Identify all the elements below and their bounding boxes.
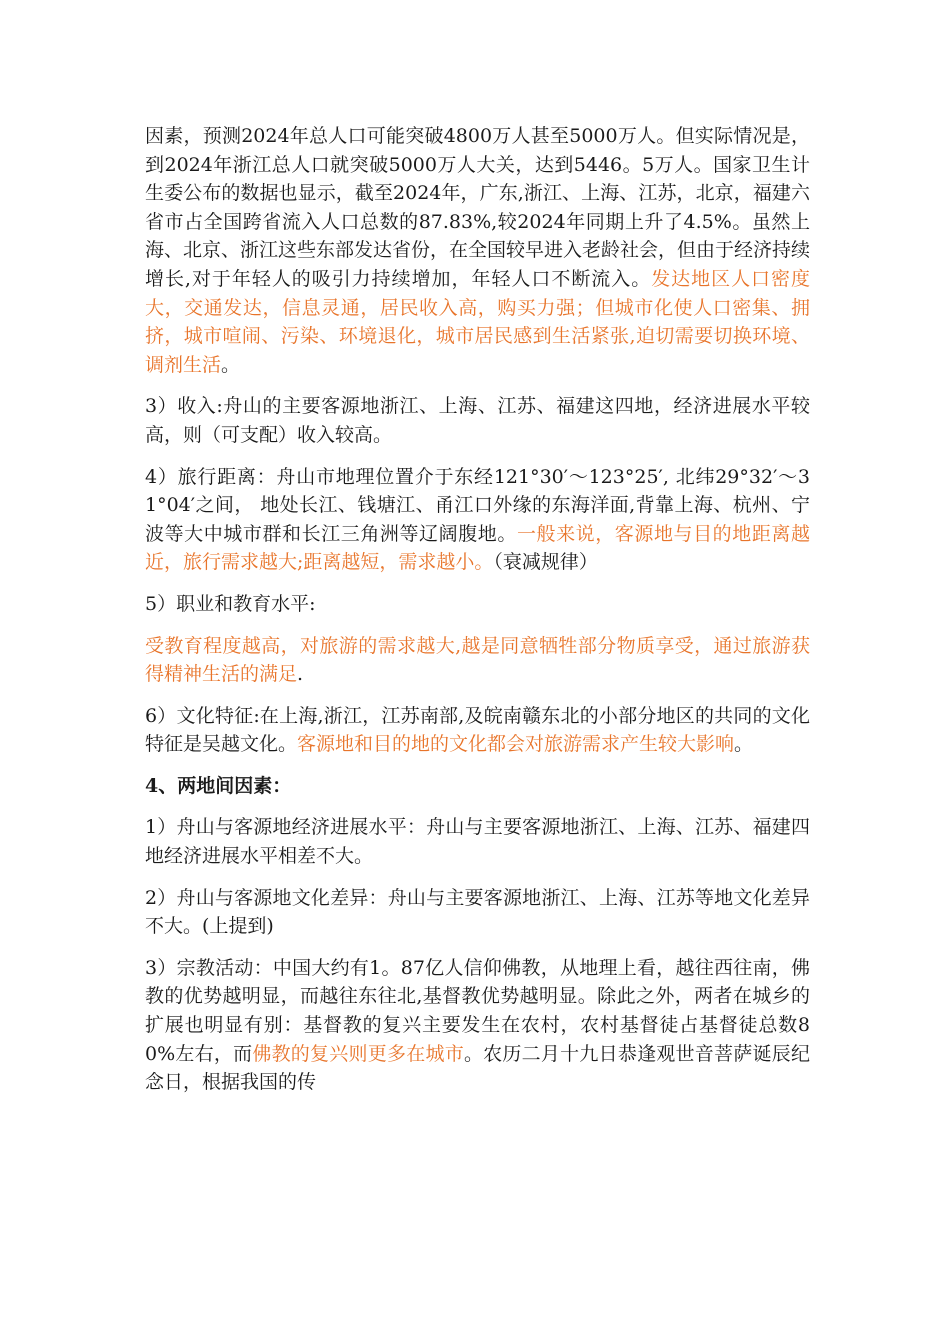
paragraph-text: 5）职业和教育水平: [145,592,316,615]
paragraph-text: . [297,663,304,686]
paragraph-text: 3）收入:舟山的主要客源地浙江、上海、江苏、福建这四地，经济进展水平较高，则（可支配）收入较高。 [145,395,810,446]
paragraph-text: 6）文化特征:在上海,浙江，江苏南部,及皖南赣东北的小部分地区的共同的文化特征是吴越文化。 [145,704,810,756]
paragraph-text: 1）舟山与客源地经济进展水平：舟山与主要客源地浙江、上海、江苏、福建四地经济进展水平相差不大。 [145,816,810,868]
paragraph-text: 。农历二月十九日恭逢观世音菩萨诞辰纪念日，根据我国的传 [145,1042,810,1094]
paragraph-population [145,122,810,379]
paragraph-text: 。 [221,353,241,376]
paragraph-text: 4）旅行距离：舟山市地理位置介于东经121°30′～123°25′, 北纬29°32′～31°04′之间， 地处长江、钱塘江、甬江口外缘的东海洋面,背靠上海、杭州、宁波等大中城市群和长江三角洲等辽阔腹地。 [145,465,810,545]
paragraph-text: 2）舟山与客源地文化差异：舟山与主要客源地浙江、上海、江苏等地文化差异不大。(上提到) [145,886,810,938]
highlighted-text: 发达地区人口密度大，交通发达，信息灵通，居民收入高，购买力强；但城市化使人口密集、拥挤，城市喧闹、污染、环境退化，城市居民感到生活紧张,迫切需要切换环境、调剂生活 [145,267,810,376]
paragraph-income [145,392,810,449]
heading-text: 4、两地间因素： [145,774,292,797]
paragraph-economy-comparison [145,813,810,870]
paragraph-religion [145,954,810,1097]
section-heading [145,772,810,801]
paragraph-culture [145,702,810,759]
paragraph-culture-difference [145,884,810,941]
paragraph-text: 。 [734,733,754,756]
paragraph-occupation-heading [145,590,810,619]
highlighted-text: 佛教的复兴则更多在城市 [252,1042,464,1065]
paragraph-text: 因素，预测2024年总人口可能突破4800万人甚至5000万人。但实际情况是，到2024年浙江总人口就突破5000万人大关，达到5446。5万人。国家卫生计生委公布的数据也显示，截至2024年，广东,浙江、上海、江苏，北京，福建六省市占全国跨省流入人口总数的87.83%,较2024年同期上升了4.5%。虽然上海、北京、浙江这些东部发达省份，在全国较早进入老龄社会，但由于经济持续增长,对于年轻人的吸引力持续增加，年轻人口不断流入。 [145,125,811,290]
paragraph-travel-distance [145,463,810,577]
highlighted-text: 客源地和目的地的文化都会对旅游需求产生较大影响 [297,733,735,756]
paragraph-education [145,632,810,689]
paragraph-text: （衰减规律） [493,551,598,574]
highlighted-text: 受教育程度越高，对旅游的需求越大,越是同意牺牲部分物质享受，通过旅游获得精神生活的满足 [145,634,810,686]
paragraph-text: 3）宗教活动：中国大约有1。87亿人信仰佛教，从地理上看，越往西往南，佛教的优势越明显，而越往东往北,基督教优势越明显。除此之外，两者在城乡的扩展也明显有别：基督教的复兴主要发生在农村，农村基督徒占基督徒总数80%左右，而 [145,956,810,1065]
highlighted-text: 一般来说，客源地与目的地距离越近，旅行需求越大;距离越短，需求越小。 [145,522,810,574]
